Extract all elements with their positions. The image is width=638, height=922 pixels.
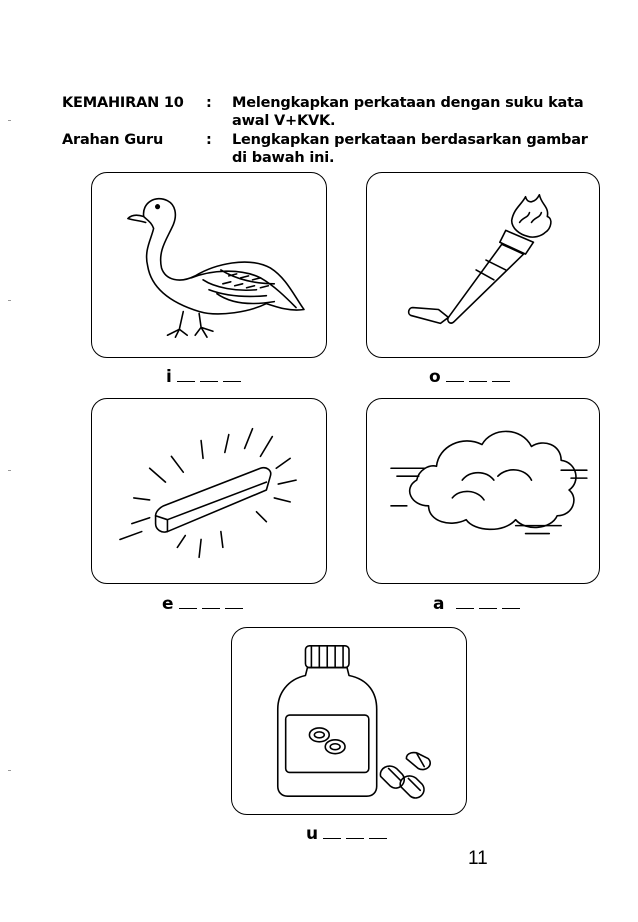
answer-letter: i bbox=[166, 367, 172, 387]
skill-colon: : bbox=[206, 95, 212, 111]
torch-icon bbox=[367, 173, 599, 357]
picture-card-medicine-bottle bbox=[231, 627, 467, 815]
answer-line-eraser[interactable] bbox=[162, 594, 243, 614]
answer-letter: u bbox=[306, 824, 319, 844]
picture-card-torch bbox=[366, 172, 600, 358]
duck-icon bbox=[92, 173, 326, 357]
answer-letter: e bbox=[162, 594, 174, 614]
instruction-text-line1: Lengkapkan perkataan berdasarkan gambar bbox=[232, 132, 588, 148]
answer-line-torch[interactable] bbox=[429, 367, 510, 387]
scan-mark bbox=[8, 770, 11, 771]
skill-label: KEMAHIRAN 10 bbox=[62, 95, 184, 111]
picture-card-duck bbox=[91, 172, 327, 358]
instruction-label: Arahan Guru bbox=[62, 132, 164, 148]
scan-mark bbox=[8, 470, 11, 471]
answer-letter: o bbox=[429, 367, 441, 387]
medicine-bottle-icon bbox=[232, 628, 466, 814]
skill-text-line2: awal V+KVK. bbox=[232, 113, 336, 129]
cloud-icon bbox=[367, 399, 599, 583]
page-number: 11 bbox=[468, 848, 488, 869]
picture-card-eraser bbox=[91, 398, 327, 584]
answer-line-bottle[interactable] bbox=[306, 824, 387, 844]
skill-text-line1: Melengkapkan perkataan dengan suku kata bbox=[232, 95, 584, 111]
instruction-colon: : bbox=[206, 132, 212, 148]
instruction-text-line2: di bawah ini. bbox=[232, 150, 335, 166]
scan-mark bbox=[8, 120, 11, 121]
answer-letter: a bbox=[433, 594, 445, 614]
answer-line-cloud[interactable] bbox=[433, 594, 520, 614]
scan-mark bbox=[8, 300, 11, 301]
picture-card-cloud bbox=[366, 398, 600, 584]
eraser-icon bbox=[92, 399, 326, 583]
answer-line-duck[interactable] bbox=[166, 367, 241, 387]
